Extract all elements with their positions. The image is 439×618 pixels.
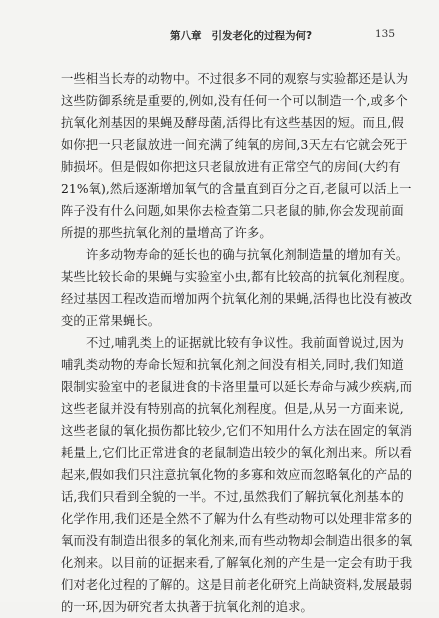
page-number: 135 xyxy=(375,28,396,40)
text-line: 某些比较长命的果蝇与实验室小虫,都有比较高的抗氧化剂程度。 xyxy=(61,270,413,284)
running-title xyxy=(170,28,312,43)
text-line: 哺乳类动物的寿命长短和抗氧化剂之间没有相关,同时,我们知道 xyxy=(61,358,404,372)
text-line: 的一环,因为研究者太执著于抗氧化剂的追求。 xyxy=(61,600,313,614)
text-line: 这些老鼠并没有特别高的抗氧化剂程度。但是,从另一方面来说, xyxy=(61,402,404,416)
text-line: 阵子没有什么问题,如果你去检查第二只老鼠的肺,你会发现前面 xyxy=(61,204,404,218)
text-line: 耗量上,它们比正常进食的老鼠制造出较少的氧化剂出来。所以看 xyxy=(61,446,413,460)
text-line: 如你把一只老鼠放进一间充满了纯氧的房间,3天左右它就会死于 xyxy=(61,138,408,152)
text-line: 21%氧),然后逐渐增加氧气的含量直到百分之百,老鼠可以活上一 xyxy=(61,182,412,196)
text-line: 经过基因工程改造而增加两个抗氧化剂的果蝇,活得也比没有被改 xyxy=(61,292,413,306)
chapter-title: 引发老化的过程为何? xyxy=(211,30,313,42)
text-line: 一些相当长寿的动物中。不过很多不同的观察与实验都还是认为 xyxy=(61,72,409,86)
text-line: 化剂来。以目前的证据来看,了解氧化剂的产生是一定会有助于我 xyxy=(61,556,413,570)
text-line: 这些防御系统是重要的,例如,没有任何一个可以制造一个,或多个 xyxy=(61,94,408,108)
text-line: 肺损坏。但是假如你把这只老鼠放进有正常空气的房间(大约有 xyxy=(61,160,401,174)
text-line: 们对老化过程的了解的。这是目前老化研究上尚缺资料,发展最弱 xyxy=(61,578,413,592)
text-line: 所提的那些抗氧化剂的量增高了许多。 xyxy=(61,226,272,240)
text-line: 化学作用,我们还是全然不了解为什么有些动物可以处理非常多的 xyxy=(61,512,413,526)
text-line: 这些老鼠的氧化损伤都比较少,它们不知用什么方法在固定的氧消 xyxy=(61,424,413,438)
text-line: 变的正常果蝇长。 xyxy=(61,314,161,328)
running-head xyxy=(0,28,439,46)
body-text xyxy=(61,68,413,618)
text-line: 抗氧化剂基因的果蝇及酵母菌,活得比有这些基因的短。而且,假 xyxy=(61,116,404,130)
text-line: 氧而没有制造出很多的氧化剂来,而有些动物却会制造出很多的氧 xyxy=(61,534,413,548)
text-line: 话,我们只看到全貌的一半。不过,虽然我们了解抗氧化剂基本的 xyxy=(61,490,404,504)
text-line: 限制实验室中的老鼠进食的卡洛里量可以延长寿命与减少疾病,而 xyxy=(61,380,413,394)
paragraph-first-line: 许多动物寿命的延长也的确与抗氧化剂制造量的增加有关。 xyxy=(86,248,409,262)
paragraph-first-line: 不过,哺乳类上的证据就比较有争议性。我前面曾说过,因为 xyxy=(86,336,404,350)
text-line: 起来,假如我们只注意抗氧化物的多寡和效应而忽略氧化的产品的 xyxy=(61,468,413,482)
chapter-label: 第八章 xyxy=(170,30,202,42)
